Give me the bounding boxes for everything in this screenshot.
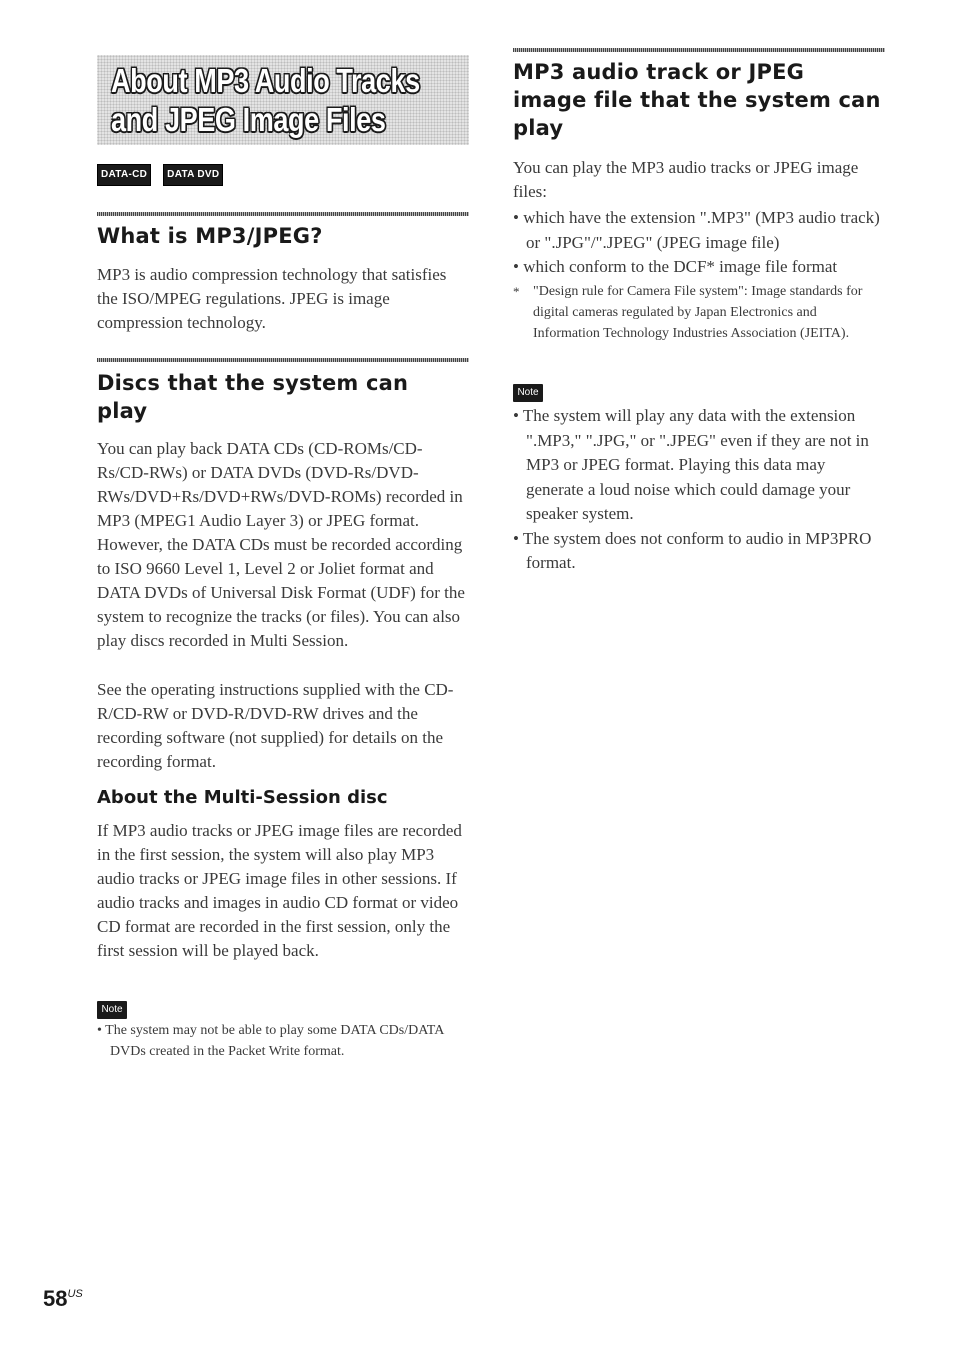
list-item: • which have the extension ".MP3" (MP3 audio track) or ".JPG"/".JPEG" (JPEG image file) — [513, 206, 885, 255]
page-title-line-1: About MP3 Audio Tracks — [111, 62, 420, 99]
page-number-suffix: US — [67, 1288, 83, 1300]
dcf-footnote — [513, 281, 885, 344]
footnote-text: "Design rule for Camera File system": Image standards for digital cameras regulated by Japan Electronics and Information Technology Industries Association (JEITA). — [533, 284, 863, 341]
data-dvd-badge: DATA DVD — [163, 164, 223, 186]
playable-files-list — [513, 206, 885, 280]
left-note-list — [97, 1020, 452, 1062]
note-item: • The system may not be able to play some DATA CDs/DATA DVDs created in the Packet Write format. — [97, 1020, 452, 1062]
note-item: • The system will play any data with the extension ".MP3," ".JPG," or ".JPEG" even if they are not in MP3 or JPEG format. Playing this data may generate a loud noise which could damage your speaker system. — [513, 404, 885, 527]
section-divider — [97, 212, 469, 216]
discs-text-2: See the operating instructions supplied with the CD-R/CD-RW or DVD-R/DVD-RW drives and the recording software (not supplied) for details on the recording format. — [97, 680, 454, 771]
data-cd-badge: DATA-CD — [97, 164, 151, 186]
multi-session-heading: About the Multi-Session disc — [97, 787, 388, 808]
what-is-text: MP3 is audio compression technology that satisfies the ISO/MPEG regulations. JPEG is image compression technology. — [97, 265, 447, 332]
page-number — [43, 1286, 83, 1312]
section-divider — [97, 358, 469, 362]
multi-session-text: If MP3 audio tracks or JPEG image files are recorded in the first session, the system will also play MP3 audio tracks or JPEG image files in other sessions. If audio tracks and images in audio CD format or video CD format are recorded in the first session, only the first session will be played back. — [97, 821, 462, 960]
footnote-mark: * — [513, 284, 520, 299]
discs-text: You can play back DATA CDs (CD-ROMs/CD-Rs/CD-RWs) or DATA DVDs (DVD-Rs/DVD-RWs/DVD+Rs/DVD+RWs/DVD-ROMs) recorded in MP3 (MPEG1 Audio Layer 3) or JPEG format. However, the DATA CDs must be recorded according to ISO 9660 Level 1, Level 2 or Joliet format and DATA DVDs of Universal Disk Format (UDF) for the system to recognize the tracks (or files). You can also play discs recorded in Multi Session. — [97, 439, 465, 650]
page-number-value: 58 — [43, 1286, 68, 1311]
right-note-list — [513, 404, 885, 576]
section-divider — [513, 48, 885, 52]
note-item: • The system does not conform to audio in MP3PRO format. — [513, 527, 885, 576]
what-is-heading: What is MP3/JPEG? — [97, 224, 323, 248]
list-item: • which conform to the DCF* image file format — [513, 255, 885, 280]
discs-heading: Discs that the system can play — [97, 371, 409, 423]
note-icon: Note — [97, 1001, 127, 1019]
note-icon: Note — [513, 384, 543, 402]
playable-files-heading: MP3 audio track or JPEG image file that the system can play — [513, 60, 881, 140]
disc-type-badges — [97, 164, 223, 186]
playable-files-intro: You can play the MP3 audio tracks or JPEG image files: — [513, 158, 859, 201]
page-title-line-2: and JPEG Image Files — [111, 101, 386, 138]
page-title-banner — [97, 55, 469, 145]
